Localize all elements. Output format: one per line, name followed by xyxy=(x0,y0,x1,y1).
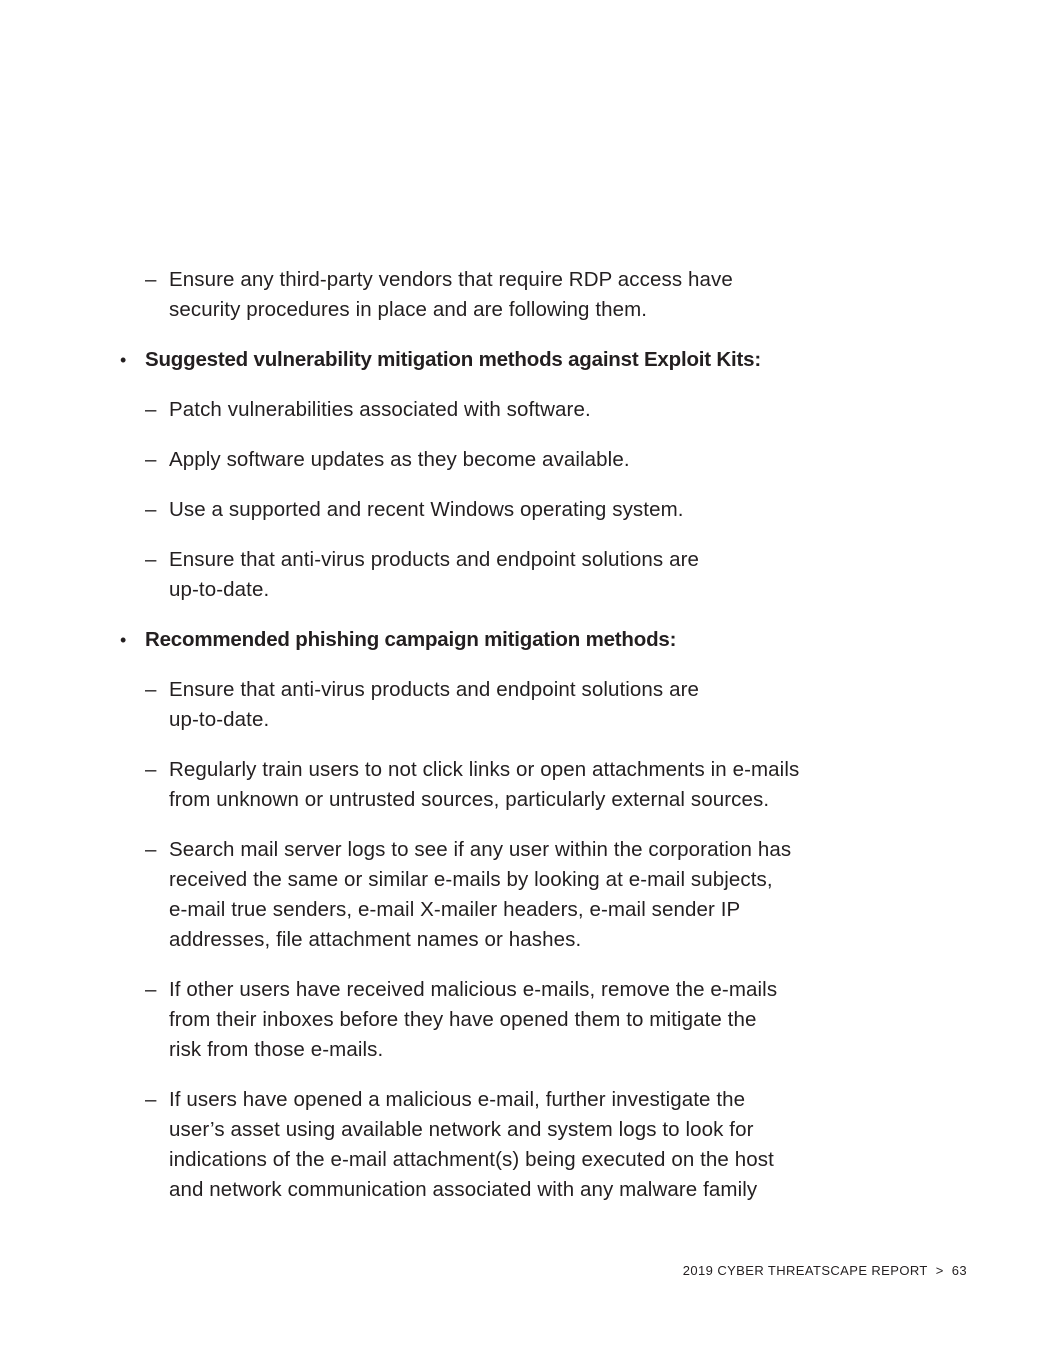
list-item-line: up-to-date. xyxy=(169,578,270,601)
dash-marker: – xyxy=(145,448,157,471)
list-item-line: If other users have received malicious e-mails, remove the e-mails xyxy=(169,978,778,1001)
list-item-line: Patch vulnerabilities associated with software. xyxy=(169,398,591,421)
list-item-line: Ensure that anti-virus products and endpoint solutions are xyxy=(169,678,700,701)
dash-marker: – xyxy=(145,398,157,421)
list-item-line: risk from those e-mails. xyxy=(169,1038,384,1061)
list-item-line: from their inboxes before they have opened them to mitigate the xyxy=(169,1008,757,1031)
list-item-line: e-mail true senders, e-mail X-mailer headers, e-mail sender IP xyxy=(169,898,741,921)
bullet-marker: • xyxy=(120,350,127,370)
list-item-line: addresses, file attachment names or hashes. xyxy=(169,928,582,951)
section-heading: Recommended phishing campaign mitigation methods: xyxy=(145,628,677,651)
list-item-line: Regularly train users to not click links or open attachments in e-mails xyxy=(169,758,800,781)
list-item-line: Use a supported and recent Windows operating system. xyxy=(169,498,684,521)
list-item-line: user’s asset using available network and system logs to look for xyxy=(169,1118,754,1141)
page-footer xyxy=(683,1261,967,1281)
list-item-line: Apply software updates as they become available. xyxy=(169,448,630,471)
list-item-line: received the same or similar e-mails by looking at e-mail subjects, xyxy=(169,868,773,891)
dash-marker: – xyxy=(145,498,157,521)
dash-marker: – xyxy=(145,978,157,1001)
dash-marker: – xyxy=(145,1088,157,1111)
list-item-line: up-to-date. xyxy=(169,708,270,731)
list-item-line: Search mail server logs to see if any user within the corporation has xyxy=(169,838,792,861)
list-item-line: from unknown or untrusted sources, particularly external sources. xyxy=(169,788,770,811)
page-number: 63 xyxy=(951,1263,967,1278)
section-heading: Suggested vulnerability mitigation methods against Exploit Kits: xyxy=(145,348,761,371)
dash-marker: – xyxy=(145,838,157,861)
dash-marker: – xyxy=(145,268,157,291)
dash-marker: – xyxy=(145,758,157,781)
list-item-line: indications of the e-mail attachment(s) being executed on the host xyxy=(169,1148,774,1171)
list-item-line: security procedures in place and are following them. xyxy=(169,298,648,321)
list-item-line: Ensure any third-party vendors that require RDP access have xyxy=(169,268,733,291)
list-item-line: Ensure that anti-virus products and endpoint solutions are xyxy=(169,548,700,571)
list-item-line: and network communication associated with any malware family xyxy=(169,1178,758,1201)
footer-separator: > xyxy=(935,1263,944,1278)
dash-marker: – xyxy=(145,548,157,571)
list-item-line: If users have opened a malicious e-mail, further investigate the xyxy=(169,1088,746,1111)
bullet-marker: • xyxy=(120,630,127,650)
footer-report-title: 2019 CYBER THREATSCAPE REPORT xyxy=(682,1263,928,1278)
dash-marker: – xyxy=(145,678,157,701)
